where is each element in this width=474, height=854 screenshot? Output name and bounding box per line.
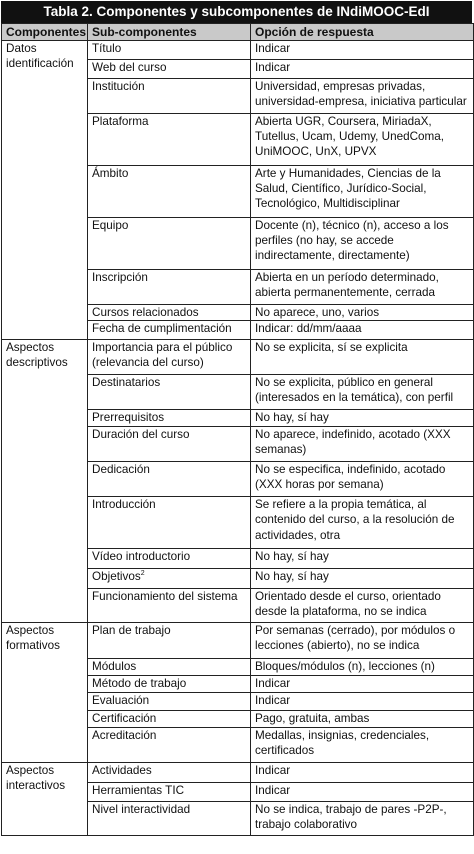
table-body xyxy=(2,41,474,836)
header-opcion-respuesta: Opción de respuesta xyxy=(251,24,474,41)
table-row xyxy=(2,763,474,783)
table-header xyxy=(2,24,474,41)
subcomponent-label: Título xyxy=(92,42,122,55)
subcomponent-label: Objetivos xyxy=(92,570,141,584)
subcomponent-label: Web del curso xyxy=(92,61,167,74)
option-cell: Abierta UGR, Coursera, MiriadaX, Tutellus, Ucam, Udemy, UnedComa, UniMOOC, UnX, UPVX xyxy=(251,114,474,166)
table-row xyxy=(2,623,474,659)
subcomponent-cell xyxy=(88,60,251,79)
subcomponent-cell xyxy=(88,589,251,623)
subcomponent-label: Módulos xyxy=(92,660,137,674)
table-row xyxy=(2,41,474,60)
subcomponent-cell xyxy=(88,693,251,711)
subcomponent-label: Nivel interactividad xyxy=(92,803,191,817)
subcomponent-cell xyxy=(88,340,251,375)
subcomponent-label: Certificación xyxy=(92,712,157,726)
component-cell: Aspectos formativos xyxy=(2,623,88,763)
subcomponent-cell xyxy=(88,41,251,60)
subcomponent-cell xyxy=(88,305,251,321)
subcomponent-cell xyxy=(88,375,251,410)
components-table xyxy=(1,23,474,836)
subcomponent-label: Vídeo introductorio xyxy=(92,550,191,564)
subcomponent-label: Cursos relacionados xyxy=(92,306,199,319)
option-cell: Indicar xyxy=(251,783,474,802)
option-cell: Indicar: dd/mm/aaaa xyxy=(251,321,474,340)
footnote-marker: 2 xyxy=(140,570,145,578)
subcomponent-cell xyxy=(88,623,251,659)
subcomponent-cell xyxy=(88,569,251,589)
option-cell: No se indica, trabajo de pares -P2P-, trabajo colaborativo xyxy=(251,802,474,836)
option-cell: Indicar xyxy=(251,41,474,60)
subcomponent-label: Introducción xyxy=(92,498,156,512)
option-cell: Docente (n), técnico (n), acceso a los perfiles (no hay, se accede indirectamente, directamente) xyxy=(251,218,474,270)
option-cell: No se especifica, indefinido, acotado (XXX horas por semana) xyxy=(251,462,474,497)
option-cell: Bloques/módulos (n), lecciones (n) xyxy=(251,659,474,676)
component-cell: Aspectos interactivos xyxy=(2,763,88,836)
subcomponent-label: Evaluación xyxy=(92,694,150,708)
subcomponent-cell xyxy=(88,114,251,166)
subcomponent-label: Inscripción xyxy=(92,271,148,284)
subcomponent-cell xyxy=(88,659,251,676)
subcomponent-label: Ámbito xyxy=(92,167,129,180)
option-cell: No se explicita, sí se explicita xyxy=(251,340,474,375)
subcomponent-cell xyxy=(88,763,251,783)
subcomponent-label: Plan de trabajo xyxy=(92,624,171,638)
component-cell: Aspectos descriptivos xyxy=(2,340,88,623)
table-row xyxy=(2,340,474,375)
subcomponent-label: Herramientas TIC xyxy=(92,784,185,798)
option-cell: Medallas, insignias, credenciales, certificados xyxy=(251,728,474,763)
header-row xyxy=(2,24,474,41)
header-sub-componentes: Sub-componentes xyxy=(88,24,251,41)
option-cell: No hay, sí hay xyxy=(251,569,474,589)
subcomponent-label: Importancia para el público (relevancia del curso) xyxy=(92,341,233,370)
option-cell: Por semanas (cerrado), por módulos o lecciones (abierto), no se indica xyxy=(251,623,474,659)
subcomponent-label: Fecha de cumplimentación xyxy=(92,322,232,336)
subcomponent-cell xyxy=(88,676,251,693)
subcomponent-cell xyxy=(88,79,251,114)
subcomponent-label: Acreditación xyxy=(92,729,157,743)
subcomponent-cell xyxy=(88,549,251,569)
option-cell: No se explicita, público en general (interesados en la temática), con perfil xyxy=(251,375,474,410)
option-cell: Pago, gratuita, ambas xyxy=(251,711,474,728)
option-cell: Indicar xyxy=(251,763,474,783)
subcomponent-cell xyxy=(88,783,251,802)
subcomponent-label: Método de trabajo xyxy=(92,677,187,691)
subcomponent-label: Funcionamiento del sistema xyxy=(92,590,238,604)
subcomponent-cell xyxy=(88,462,251,497)
subcomponent-label: Institución xyxy=(92,80,145,93)
option-cell: No hay, sí hay xyxy=(251,549,474,569)
table-title: Tabla 2. Componentes y subcomponentes de INdiMOOC-EdI xyxy=(1,1,472,23)
option-cell: Orientado desde el curso, orientado desde la plataforma, no se indica xyxy=(251,589,474,623)
subcomponent-cell xyxy=(88,728,251,763)
option-cell: Indicar xyxy=(251,693,474,711)
option-cell: Arte y Humanidades, Ciencias de la Salud, Científico, Jurídico-Social, Tecnológico, Multidisciplinar xyxy=(251,166,474,218)
subcomponent-cell xyxy=(88,427,251,462)
subcomponent-label: Dedicación xyxy=(92,463,150,477)
subcomponent-label: Plataforma xyxy=(92,115,149,128)
option-cell: Se refiere a la propia temática, al contenido del curso, a la resolución de actividades, otra xyxy=(251,497,474,549)
option-cell: No aparece, uno, varios xyxy=(251,305,474,321)
subcomponent-label: Destinatarios xyxy=(92,376,161,390)
option-cell: Universidad, empresas privadas, universidad-empresa, iniciativa particular xyxy=(251,79,474,114)
subcomponent-cell xyxy=(88,270,251,305)
subcomponent-cell xyxy=(88,166,251,218)
option-cell: Indicar xyxy=(251,60,474,79)
subcomponent-label: Prerrequisitos xyxy=(92,411,165,425)
subcomponent-cell xyxy=(88,497,251,549)
option-cell: Indicar xyxy=(251,676,474,693)
subcomponent-cell xyxy=(88,802,251,836)
option-cell: No hay, sí hay xyxy=(251,410,474,427)
subcomponent-cell xyxy=(88,218,251,270)
option-cell: Abierta en un período determinado, abierta permanentemente, cerrada xyxy=(251,270,474,305)
subcomponent-cell xyxy=(88,410,251,427)
subcomponent-label: Equipo xyxy=(92,219,129,232)
subcomponent-cell xyxy=(88,711,251,728)
subcomponent-label: Duración del curso xyxy=(92,428,190,442)
component-cell: Datos identificación xyxy=(2,41,88,340)
option-cell: No aparece, indefinido, acotado (XXX semanas) xyxy=(251,427,474,462)
header-componentes: Componentes xyxy=(2,24,88,41)
subcomponent-cell xyxy=(88,321,251,340)
subcomponent-label: Actividades xyxy=(92,764,152,778)
